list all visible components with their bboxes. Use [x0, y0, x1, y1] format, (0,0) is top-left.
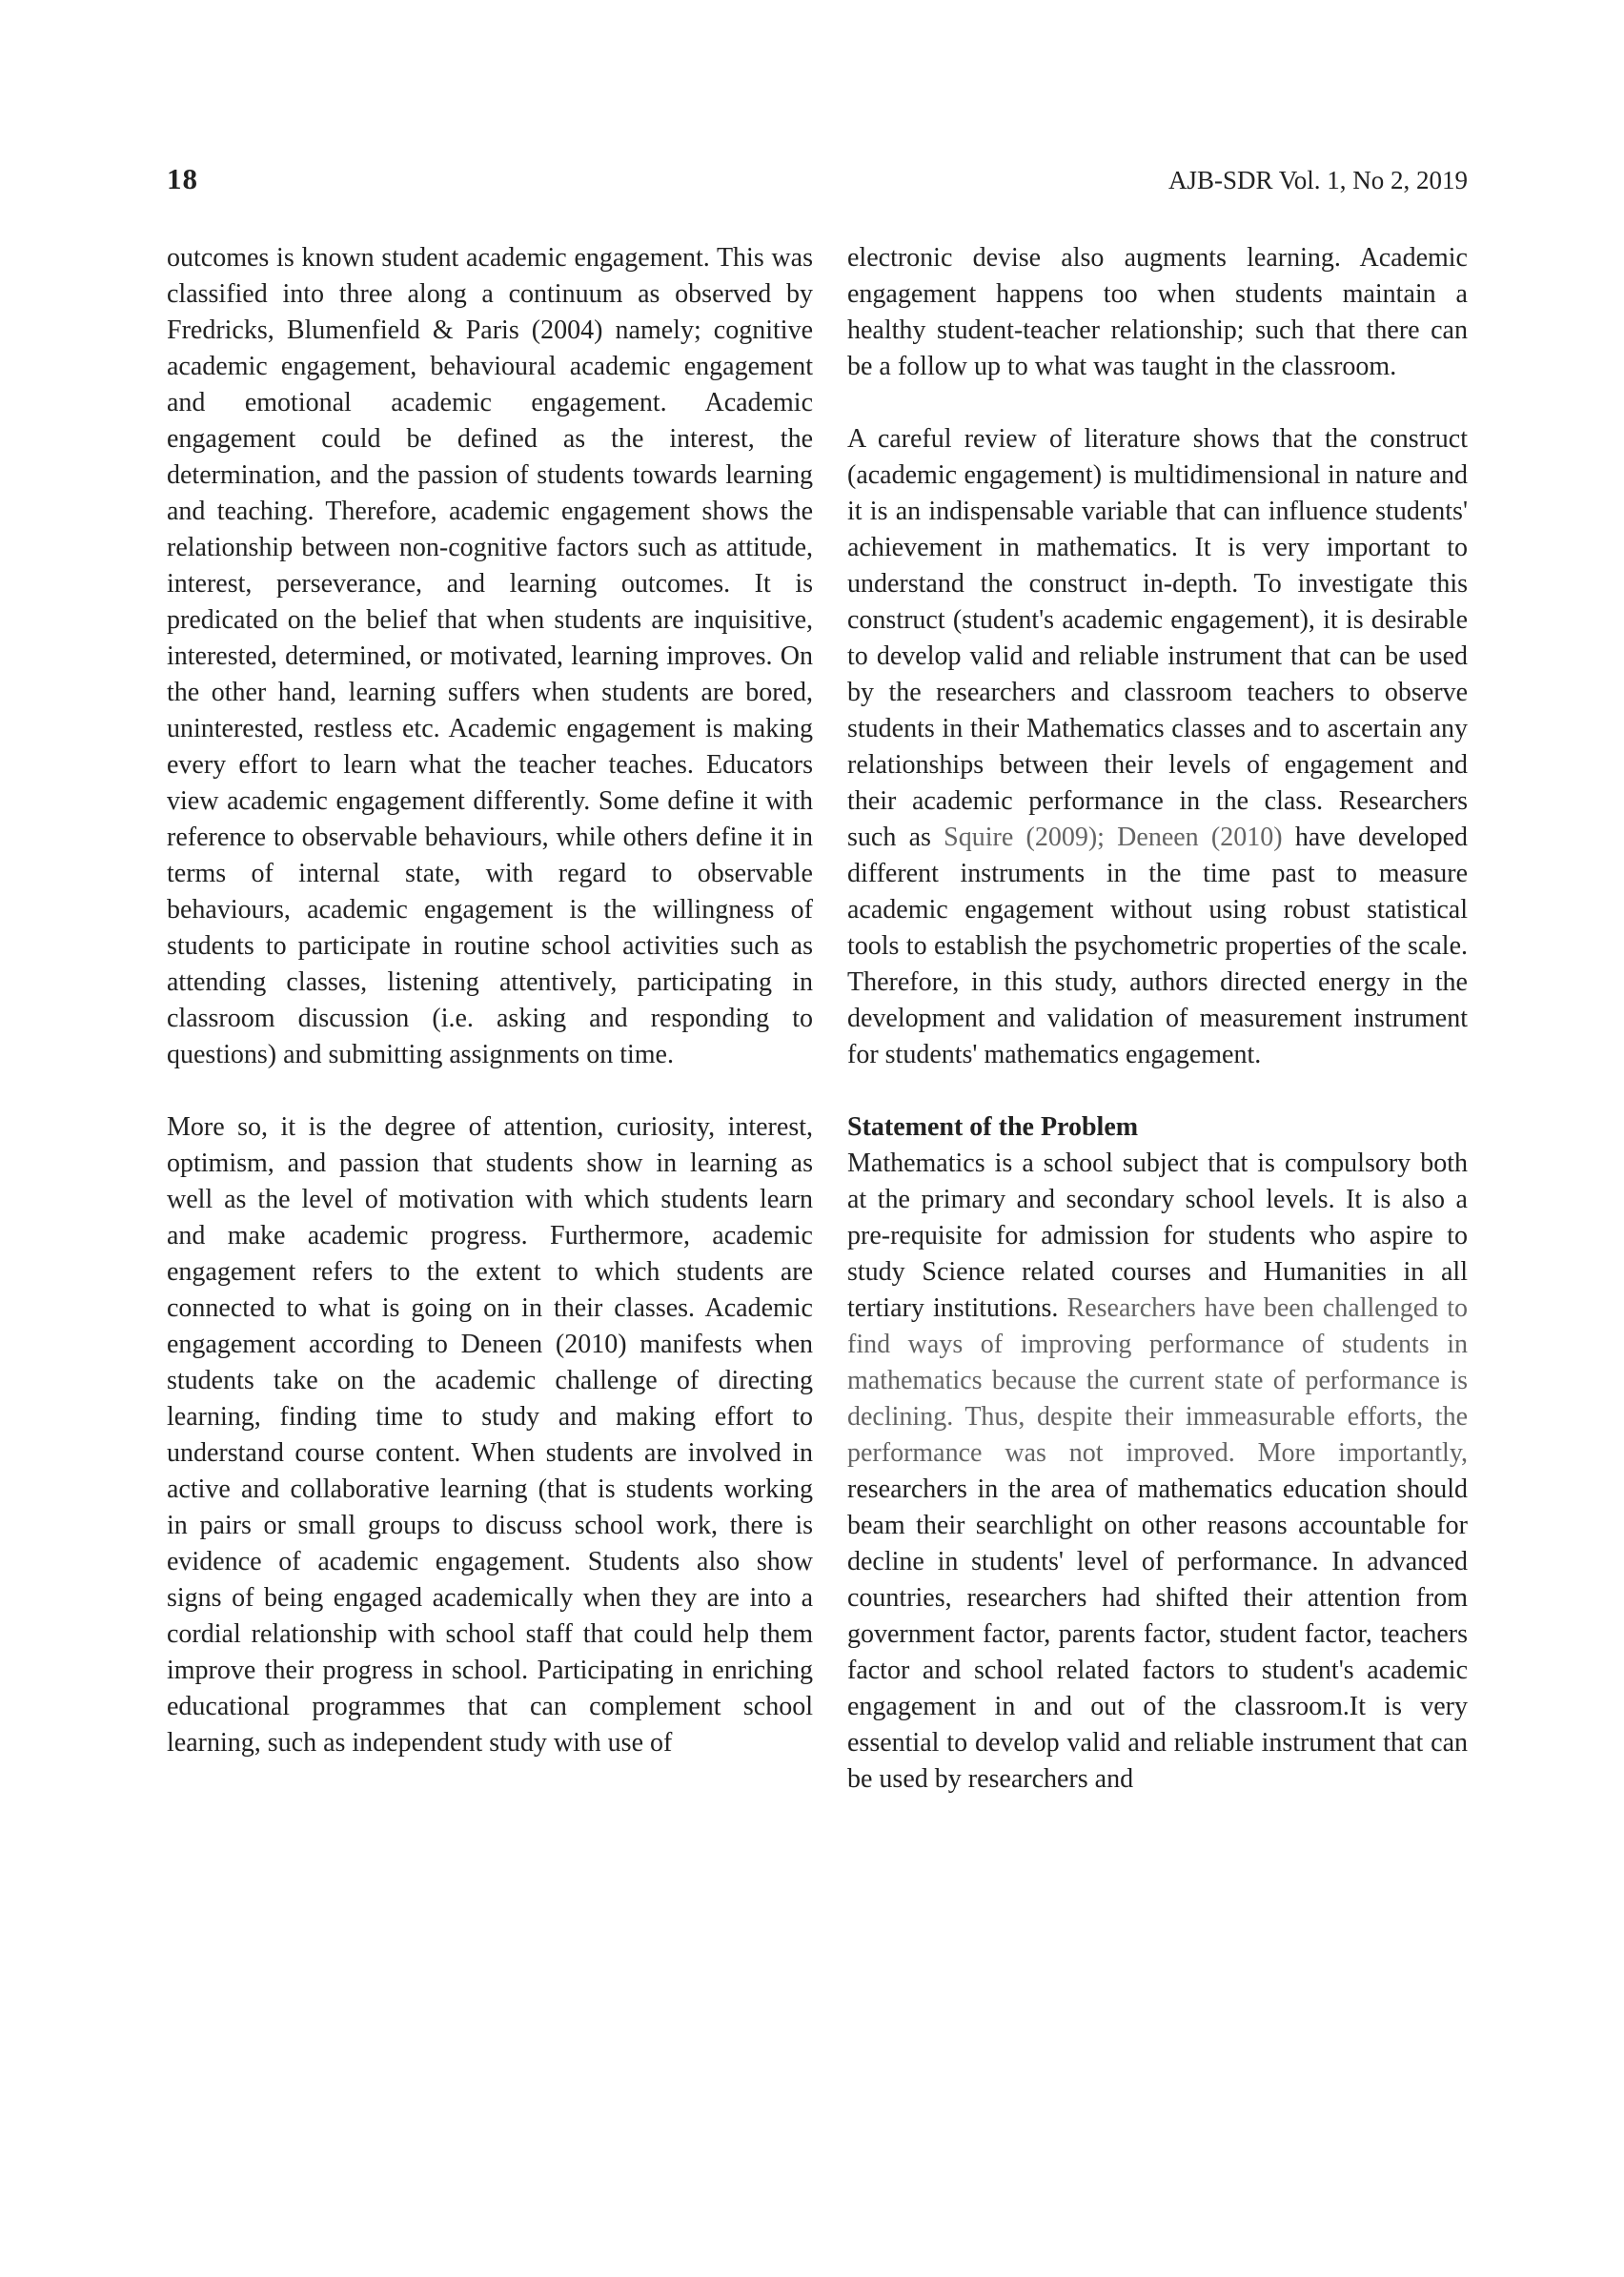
left-column — [167, 240, 813, 1798]
body-paragraph — [167, 240, 813, 1073]
text-segment: Mathematics is a school subject that is compulsory both at the primary and secondary school levels. It is also a pre-requisite for admission for students who aspire to study Science related courses and Humanities in all tertiary institutions. — [847, 1149, 1468, 1323]
body-paragraph — [847, 1146, 1468, 1798]
body-paragraph — [847, 421, 1468, 1073]
text-segment: A careful review of literature shows that the construct (academic engagement) is multidimensional in nature and it is an indispensable variable that can influence students' achievement in mathematics. It is very important to understand the construct in-depth. To investigate this construct (student's academic engagement), it is desirable to develop valid and reliable instrument that can be used by the researchers and classroom teachers to observe students in their Mathematics classes and to ascertain any relationships between their levels of engagement and their academic performance in the class. Researchers such as — [847, 424, 1468, 852]
text-segment: have developed different instruments in the time past to measure academic engagement without using robust statistical tools to establish the psychometric properties of the scale. Therefore, in this study, authors directed energy in the development and validation of measurement instrument for students' mathematics engagement. — [847, 823, 1469, 1069]
journal-reference: AJB-SDR Vol. 1, No 2, 2019 — [1167, 166, 1468, 194]
right-column — [847, 240, 1468, 1798]
section-heading: Statement of the Problem — [847, 1112, 1139, 1142]
body-paragraph — [847, 240, 1468, 385]
muted-text-segment: Squire (2009); Deneen (2010) — [944, 823, 1283, 852]
text-segment: researchers in the area of mathematics education should beam their searchlight on other reasons accountable for decline in students' level of performance. In advanced countries, researchers had shifted their attention from government factor, parents factor, student factor, teachers factor and school related factors to student's academic engagement in and out of the classroom.It is very essential to develop valid and reliable instrument that can be used by researchers and — [847, 1474, 1468, 1794]
page-header — [167, 162, 1468, 196]
text-segment: electronic devise also augments learning. Academic engagement happens too when students maintain a healthy student-teacher relationship; such that there can be a follow up to what was taught in the classroom. — [847, 243, 1468, 381]
muted-text-segment: Researchers have been challenged to find ways of improving performance of students in mathematics because the current state of performance is declining. Thus, despite their immeasurable efforts, the performance was not improved. More importantly, — [847, 1293, 1469, 1468]
page-number: 18 — [167, 162, 198, 195]
two-column-body — [167, 240, 1468, 1798]
text-segment: outcomes is known student academic engagement. This was classified into three along a continuum as observed by Fredricks, Blumenfield & Paris (2004) namely; cognitive academic engagement, behavioural academic engagement and emotional academic engagement. Academic engagement could be defined as the interest, the determination, and the passion of students towards learning and teaching. Therefore, academic engagement shows the relationship between non-cognitive factors such as attitude, interest, perseverance, and learning outcomes. It is predicated on the belief that when students are inquisitive, interested, determined, or motivated, learning improves. On the other hand, learning suffers when students are bored, uninterested, restless etc. Academic engagement is making every effort to learn what the teacher teaches. Educators view academic engagement differently. Some define it with reference to observable behaviours, while others define it in terms of internal state, with regard to observable behaviours, academic engagement is the willingness of students to participate in routine school activities such as attending classes, listening attentively, participating in classroom discussion (i.e. asking and responding to questions) and submitting assignments on time. — [167, 243, 813, 1069]
body-paragraph — [167, 1109, 813, 1761]
text-segment: More so, it is the degree of attention, curiosity, interest, optimism, and passion that students show in learning as well as the level of motivation with which students learn and make academic progress. Furthermore, academic engagement refers to the extent to which students are connected to what is going on in their classes. Academic engagement according to Deneen (2010) manifests when students take on the academic challenge of directing learning, finding time to study and making effort to understand course content. When students are involved in active and collaborative learning (that is students working in pairs or small groups to discuss school work, there is evidence of academic engagement. Students also show signs of being engaged academically when they are into a cordial relationship with school staff that could help them improve their progress in school. Participating in enriching educational programmes that can complement school learning, such as independent study with use of — [167, 1112, 813, 1758]
